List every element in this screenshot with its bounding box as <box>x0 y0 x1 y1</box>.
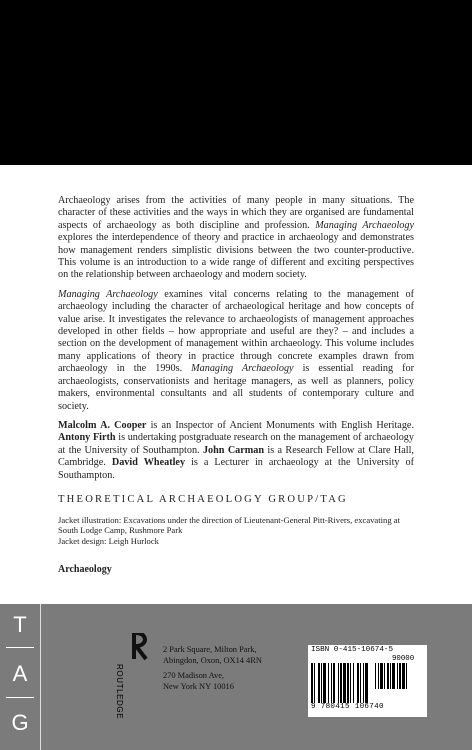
editor-name: David Wheatley <box>111 457 186 469</box>
publisher-name: ROUTLEDGE <box>115 664 124 720</box>
jacket-design-credit: Jacket design: Leigh Hurlock <box>58 535 159 546</box>
book-title-italic: Managing Archaeology <box>315 219 415 231</box>
tag-letter-a: A <box>12 661 28 686</box>
isbn-number: ISBN 0-415-10674-5 <box>311 646 394 654</box>
isbn-barcode <box>308 645 427 717</box>
editor-bio: is a Lecturer in archaeology at the University of Southampton. <box>58 457 415 481</box>
address-line: New York NY 10016 <box>163 682 234 691</box>
tag-divider <box>6 647 34 648</box>
description-text: Archaeology arises from the activities of many people in many situations. The character of these activities and the ways in which they are organised are fundamental aspects of archaeology as both discipline and profession. <box>58 195 414 231</box>
description-text: examines vital concerns relating to the management of archaeology including the character of archaeological heritage and how concepts of value arise. It investigates the relevance to archaeologists of management approaches developed in other fields – how appropriate and useful are they? – and includes a section on the development of management within archaeology. This volume includes many applications of theory in practice through concrete examples drawn from archaeology in the 1990s. <box>58 288 414 375</box>
editor-name: Malcolm A. Cooper <box>58 419 147 431</box>
editor-bio: is undertaking postgraduate research on the management of archaeology at the University of Southampton. <box>58 432 414 456</box>
tag-logo <box>0 604 40 750</box>
editor-name: Antony Firth <box>58 432 116 444</box>
price-code: 90000 <box>392 655 415 663</box>
tag-divider <box>6 697 34 698</box>
subject-category: Archaeology <box>58 564 112 576</box>
tag-letter-t: T <box>13 612 27 637</box>
description-paragraph-2 <box>58 289 414 413</box>
back-cover-text <box>58 195 414 575</box>
editors-paragraph <box>58 420 414 482</box>
book-title-italic: Managing Archaeology <box>58 288 158 300</box>
series-name: THEORETICAL ARCHAEOLOGY GROUP/TAG <box>58 493 348 505</box>
address-line: 270 Madison Ave, <box>163 671 225 680</box>
description-text: is essential reading for archaeologists, conservationists and heritage managers, as well as planners, policy makers, environmental consultants and all students of contemporary culture and society. <box>58 363 414 412</box>
tag-letter-g: G <box>11 710 29 735</box>
jacket-illustration-credit: Jacket illustration: Excavations under the direction of Lieutenant-General Pitt-Rivers, excavating at South Lodge Camp, Rushmore Park <box>58 514 400 536</box>
ean-number: 9 780415 106740 <box>311 703 384 711</box>
barcode-bars <box>311 663 424 703</box>
editor-name: John Carman <box>202 444 265 456</box>
address-line: 2 Park Square, Milton Park, <box>163 645 257 654</box>
address-line: Abingdon, Oxon, OX14 4RN <box>163 656 262 665</box>
description-paragraph-1 <box>58 195 414 282</box>
tag-vertical-divider <box>40 604 41 750</box>
book-title-italic: Managing Archaeology <box>191 363 294 375</box>
publisher-address <box>163 644 262 692</box>
description-text: explores the interdependence of theory and practice in archaeology and demonstrates how management renders simplistic divisions between the two counter-productive. This volume is an introduction to a wide range of different and exciting perspectives on the relationship between archaeology and modern society. <box>58 232 414 281</box>
editor-bio: is a Research Fellow at Clare Hall, Cambridge. <box>58 444 414 469</box>
cover-black-band <box>0 0 472 165</box>
editor-bio: is an Inspector of Ancient Monuments with English Heritage. <box>150 419 414 431</box>
